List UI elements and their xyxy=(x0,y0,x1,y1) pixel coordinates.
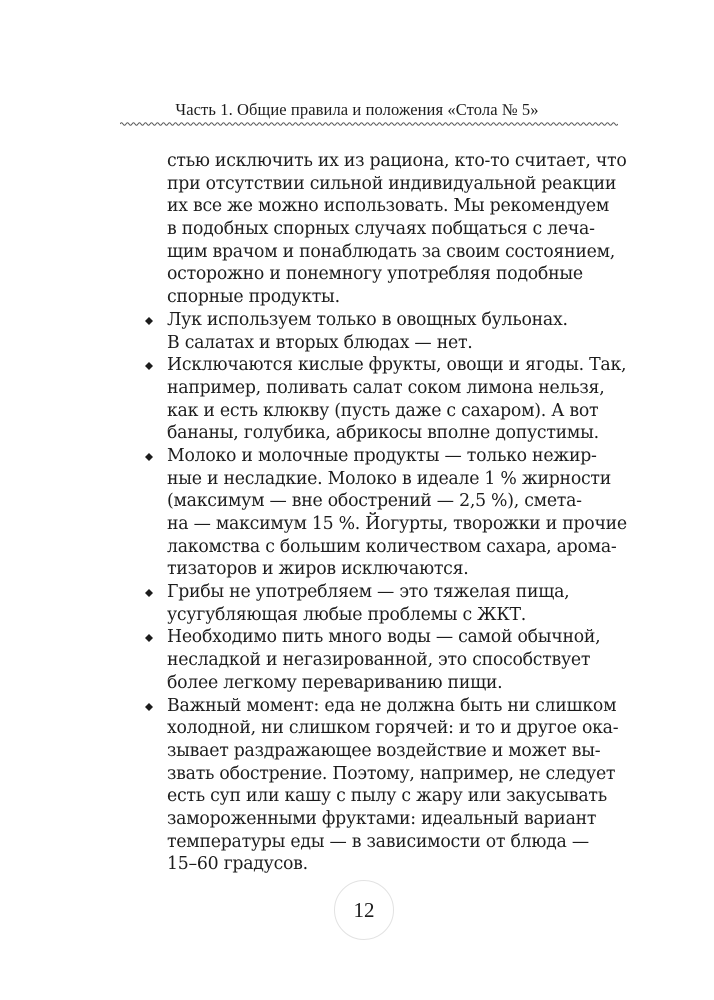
text-line: звать обострение. Поэтому, например, не следует xyxy=(167,763,616,784)
text-line: есть суп или кашу с пылу с жару или закусывать xyxy=(167,786,607,807)
text-line: Важный момент: еда не должна быть ни слишком xyxy=(167,695,617,716)
text-line: (максимум — вне обострений — 2,5 %), смета- xyxy=(167,491,582,512)
text-line: Исключаются кислые фрукты, овощи и ягоды. Так, xyxy=(167,355,627,376)
list-item xyxy=(145,695,619,877)
text-line: спорные продукты. xyxy=(167,287,340,308)
diamond-bullet-icon xyxy=(145,362,153,370)
text-line: при отсутствии сильной индивидуальной реакции xyxy=(167,173,617,194)
text-line: щим врачом и понаблюдать за своим состоянием, xyxy=(167,241,616,262)
list-item xyxy=(145,309,615,354)
main-text xyxy=(145,150,627,876)
text-line: например, поливать салат соком лимона нельзя, xyxy=(167,377,605,398)
diamond-bullet-icon xyxy=(145,703,153,711)
diamond-bullet-icon xyxy=(145,589,153,597)
continuation-paragraph xyxy=(145,150,627,309)
text-line: несладкой и негазированной, это способствует xyxy=(167,650,591,671)
text-line: Грибы не употребляем — это тяжелая пища, xyxy=(167,582,570,603)
text-line: усугубляющая любые проблемы с ЖКТ. xyxy=(167,604,526,625)
list-item xyxy=(145,626,615,694)
text-line: осторожно и понемногу употребляя подобные xyxy=(167,264,583,285)
header-wavy-rule xyxy=(120,120,618,128)
text-line: Молоко и молочные продукты — только нежир- xyxy=(167,445,597,466)
text-line: холодной, ни слишком горячей: и то и другое ока- xyxy=(167,718,619,739)
list-item xyxy=(145,445,627,581)
running-head: Часть 1. Общие правила и положения «Стола № 5» xyxy=(175,100,539,119)
text-line: на — максимум 15 %. Йогурты, творожки и прочие xyxy=(167,514,627,534)
text-line: их все же можно использовать. Мы рекомендуем xyxy=(167,196,610,217)
diamond-bullet-icon xyxy=(145,634,153,642)
text-line: тизаторов и жиров исключаются. xyxy=(167,559,469,580)
text-line: лакомства с большим количеством сахара, арома- xyxy=(167,536,617,557)
text-line: Необходимо пить много воды — самой обычной, xyxy=(167,627,601,648)
text-line: температуры еды — в зависимости от блюда — xyxy=(167,831,589,852)
text-line: как и есть клюкву (пусть даже с сахаром). А вот xyxy=(167,400,599,421)
page-number: 12 xyxy=(334,880,394,940)
text-line: замороженными фруктами: идеальный вариант xyxy=(167,808,597,829)
text-line: 15–60 градусов. xyxy=(167,854,308,875)
text-line: стью исключить их из рациона, кто-то считает, что xyxy=(167,151,627,171)
text-line: зывает раздражающее воздействие и может вы- xyxy=(167,740,601,761)
list-item xyxy=(145,354,627,445)
diamond-bullet-icon xyxy=(145,317,153,325)
text-line: более легкому перевариванию пищи. xyxy=(167,672,503,693)
diamond-bullet-icon xyxy=(145,453,153,461)
text-line: Лук используем только в овощных бульонах. xyxy=(167,309,568,330)
text-line: в подобных спорных случаях побщаться с леча- xyxy=(167,219,595,240)
text-line: бананы, голубика, абрикосы вполне допустимы. xyxy=(167,423,599,444)
text-line: В салатах и вторых блюдах — нет. xyxy=(167,332,473,353)
list-item xyxy=(145,581,615,626)
text-line: ные и несладкие. Молоко в идеале 1 % жирности xyxy=(167,468,611,489)
